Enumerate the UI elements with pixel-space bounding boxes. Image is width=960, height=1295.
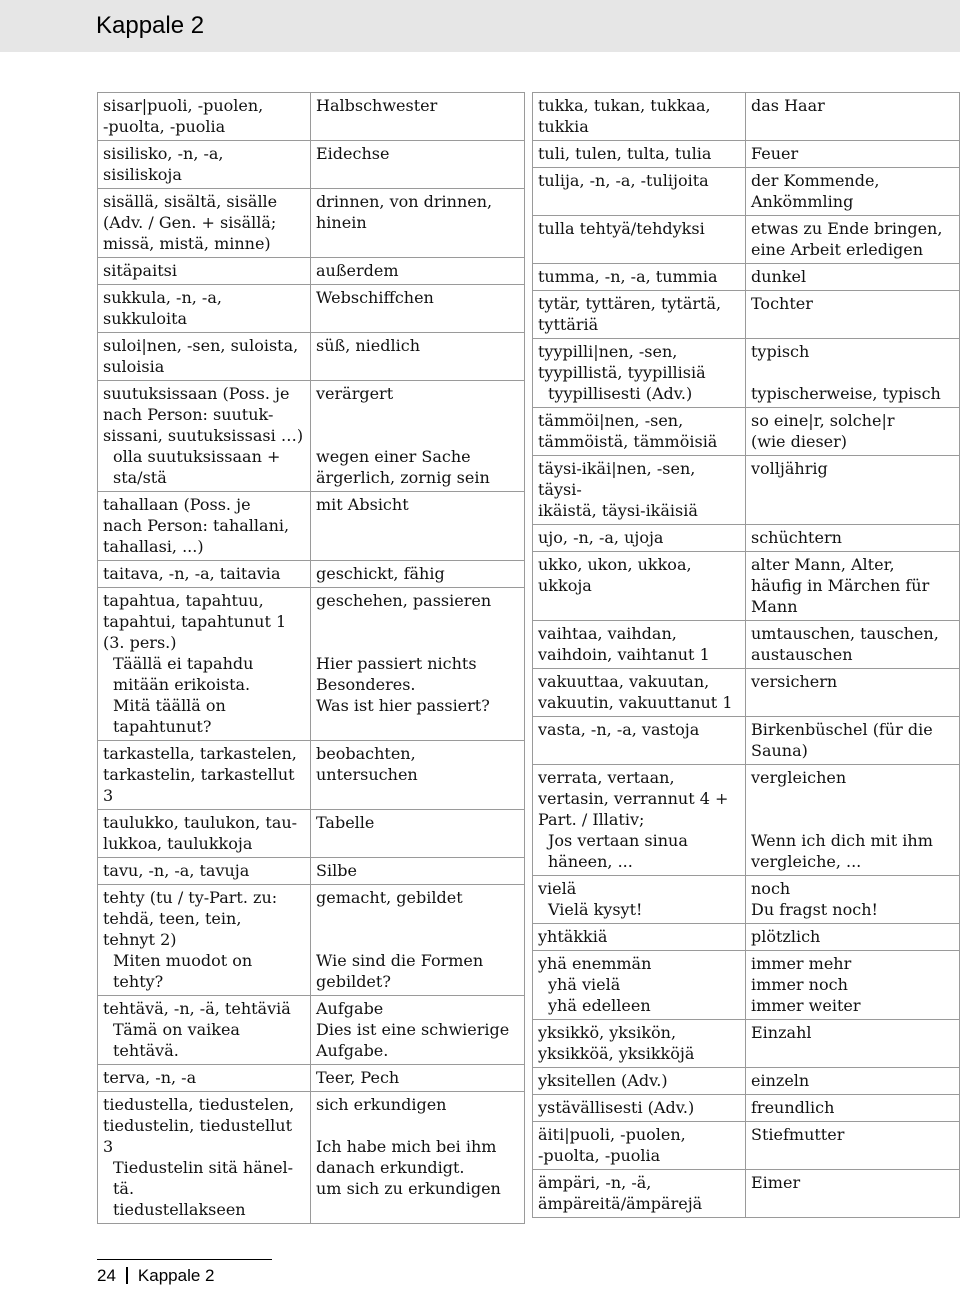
finnish-line: tehtävä, -n, -ä, tehtäviä [103, 999, 291, 1018]
finnish-line: tuli, tulen, tulta, tulia [538, 144, 712, 163]
finnish-line: nach Person: tahallani, [103, 516, 290, 535]
finnish-term [98, 741, 311, 810]
finnish-term [98, 858, 311, 885]
vocab-row [533, 264, 960, 291]
finnish-line: 3 [103, 786, 114, 805]
german-line [316, 908, 520, 929]
finnish-line: sitäpaitsi [103, 261, 177, 280]
german-translation [311, 858, 525, 885]
german-line: Stiefmutter [751, 1125, 845, 1144]
finnish-line: tapahtui, tapahtunut 1 [103, 612, 287, 631]
finnish-line: ukko, ukon, ukkoa, [538, 555, 692, 574]
finnish-line: häneen, ... [548, 852, 633, 871]
finnish-line: tiedustelin, tiedustellut 3 [103, 1116, 293, 1156]
finnish-line: tapahtua, tapahtuu, [103, 591, 264, 610]
german-translation [311, 189, 525, 258]
german-line: so eine|r, solche|r [751, 411, 895, 430]
finnish-term [533, 168, 746, 216]
finnish-term [98, 885, 311, 996]
german-translation [746, 876, 960, 924]
german-line: Eidechse [316, 144, 390, 163]
finnish-line: vaihdoin, vaihtanut 1 [538, 645, 710, 664]
finnish-term [533, 93, 746, 141]
finnish-term [98, 1092, 311, 1224]
german-translation [311, 381, 525, 492]
german-line: Dies ist eine schwierige [316, 1020, 510, 1039]
german-translation [746, 669, 960, 717]
finnish-term [533, 1122, 746, 1170]
finnish-term [98, 258, 311, 285]
vocab-row [98, 561, 525, 588]
german-translation [746, 552, 960, 621]
german-translation [311, 285, 525, 333]
vocab-row [98, 141, 525, 189]
german-line: einzeln [751, 1071, 810, 1090]
finnish-line: sisar|puoli, -puolen, [103, 96, 264, 115]
german-line: eine Arbeit erledigen [751, 240, 924, 259]
german-translation [746, 141, 960, 168]
german-line: sich erkundigen [316, 1095, 447, 1114]
german-translation [746, 264, 960, 291]
german-line: Ankömmling [751, 192, 854, 211]
finnish-line: ikäistä, täysi-ikäisiä [538, 501, 698, 520]
german-line: Hier passiert nichts [316, 654, 477, 673]
finnish-line: tehtävä. [113, 1041, 179, 1060]
finnish-line: -puolta, -puolia [538, 1146, 661, 1165]
finnish-line: yksitellen (Adv.) [538, 1071, 668, 1090]
finnish-term [533, 924, 746, 951]
german-line: gemacht, gebildet [316, 888, 463, 907]
german-line: schüchtern [751, 528, 842, 547]
finnish-term [533, 621, 746, 669]
vocab-row [533, 1122, 960, 1170]
vocab-row [98, 858, 525, 885]
german-line: drinnen, von drinnen, [316, 192, 493, 211]
vocab-row [533, 669, 960, 717]
vocab-row [533, 408, 960, 456]
german-line: Eimer [751, 1173, 801, 1192]
finnish-line: lukkoa, taulukkoja [103, 834, 253, 853]
german-line: Besonderes. [316, 675, 416, 694]
finnish-line: tarkastelin, tarkastellut [103, 765, 295, 784]
finnish-term [533, 669, 746, 717]
finnish-line: yksikköä, yksikköjä [538, 1044, 695, 1063]
german-line: volljährig [751, 459, 828, 478]
german-translation [746, 216, 960, 264]
finnish-line: sukkuloita [103, 309, 188, 328]
finnish-line: Mitä täällä on [113, 696, 226, 715]
finnish-line: tukkia [538, 117, 589, 136]
vocab-row [98, 189, 525, 258]
finnish-line: tyypillistä, tyypillisiä [538, 363, 706, 382]
vocab-row [98, 93, 525, 141]
finnish-line: ämpäri, -n, -ä, [538, 1173, 652, 1192]
german-translation [746, 717, 960, 765]
vocab-row [533, 1068, 960, 1095]
german-line: Tochter [751, 294, 813, 313]
finnish-line: tahallaan (Poss. je [103, 495, 251, 514]
page-header [0, 0, 960, 52]
vocab-row [533, 291, 960, 339]
german-line: Aufgabe. [316, 1041, 389, 1060]
vocab-row [98, 741, 525, 810]
finnish-line: sisällä, sisältä, sisälle [103, 192, 278, 211]
finnish-line: tytär, tyttären, tytärtä, [538, 294, 722, 313]
german-line: häufig in Märchen für [751, 576, 930, 595]
german-translation [746, 408, 960, 456]
german-line: dunkel [751, 267, 807, 286]
vocab-row [98, 1092, 525, 1224]
german-line [316, 425, 520, 446]
german-line: versichern [751, 672, 838, 691]
finnish-line: tavu, -n, -a, tavuja [103, 861, 250, 880]
finnish-term [533, 765, 746, 876]
german-translation [311, 810, 525, 858]
german-translation [746, 621, 960, 669]
finnish-line: terva, -n, -a [103, 1068, 197, 1087]
finnish-term [533, 1020, 746, 1068]
german-translation [311, 1092, 525, 1224]
vocab-row [533, 1020, 960, 1068]
finnish-line: missä, mistä, minne) [103, 234, 271, 253]
german-translation [746, 168, 960, 216]
german-translation [746, 1095, 960, 1122]
finnish-line: (Adv. / Gen. + sisällä; [103, 213, 277, 232]
german-line: noch [751, 879, 791, 898]
finnish-line: sisilisko, -n, -a, sisiliskoja [103, 144, 224, 184]
page-footer [97, 1266, 215, 1286]
finnish-line: ukkoja [538, 576, 592, 595]
finnish-line: verrata, vertaan, [538, 768, 675, 787]
german-line: mit Absicht [316, 495, 409, 514]
german-line: Aufgabe [316, 999, 384, 1018]
vocab-row [533, 1170, 960, 1218]
vocab-row [533, 552, 960, 621]
finnish-line: -puolta, -puolia [103, 117, 226, 136]
finnish-line: vertasin, verrannut 4 + [538, 789, 729, 808]
finnish-line: (3. pers.) [103, 633, 177, 652]
german-line [316, 1115, 520, 1136]
vocab-row [533, 924, 960, 951]
finnish-line: tehdä, teen, tein, [103, 909, 242, 928]
vocab-row [98, 285, 525, 333]
footer-rule [97, 1259, 272, 1260]
finnish-term [533, 1068, 746, 1095]
finnish-line: Tämä on vaikea [113, 1020, 240, 1039]
finnish-line: yksikkö, yksikön, [538, 1023, 677, 1042]
german-line: Webschiffchen [316, 288, 434, 307]
finnish-line: Miten muodot on tehty? [113, 951, 253, 991]
german-line: plötzlich [751, 927, 821, 946]
vocab-row [98, 810, 525, 858]
german-line: freundlich [751, 1098, 835, 1117]
finnish-term [533, 456, 746, 525]
finnish-line: tehty (tu / ty-Part. zu: [103, 888, 278, 907]
finnish-line: sukkula, -n, -a, [103, 288, 222, 307]
german-line: Was ist hier passiert? [316, 696, 490, 715]
finnish-line: yhä edelleen [548, 996, 651, 1015]
finnish-line: Tiedustelin sitä hänel- [113, 1158, 294, 1177]
german-translation [746, 93, 960, 141]
finnish-line: tämmöistä, tämmöisiä [538, 432, 718, 451]
finnish-line: sta/stä [113, 468, 167, 487]
finnish-line: tämmöi|nen, -sen, [538, 411, 684, 430]
german-translation [746, 339, 960, 408]
german-line: Silbe [316, 861, 357, 880]
german-translation [311, 741, 525, 810]
finnish-line: vielä [538, 879, 577, 898]
german-line: immer noch [751, 975, 848, 994]
vocab-row [533, 216, 960, 264]
german-translation [311, 588, 525, 741]
finnish-line: tumma, -n, -a, tummia [538, 267, 718, 286]
footer-separator [126, 1267, 128, 1284]
german-translation [311, 885, 525, 996]
finnish-term [533, 216, 746, 264]
german-line [316, 611, 520, 632]
finnish-term [98, 189, 311, 258]
german-translation [311, 333, 525, 381]
vocab-row [98, 996, 525, 1065]
finnish-term [533, 717, 746, 765]
vocab-row [533, 339, 960, 408]
vocabulary-table-left [97, 92, 525, 1224]
german-translation [311, 258, 525, 285]
vocab-row [98, 333, 525, 381]
vocab-row [533, 717, 960, 765]
german-line: Wenn ich dich mit ihm [751, 831, 933, 850]
finnish-line: tarkastella, tarkastelen, [103, 744, 297, 763]
finnish-term [98, 141, 311, 189]
finnish-line: ystävällisesti (Adv.) [538, 1098, 695, 1117]
german-line: Birkenbüschel (für die [751, 720, 933, 739]
vocab-row [98, 492, 525, 561]
finnish-term [98, 492, 311, 561]
finnish-line: ämpäreitä/ämpärejä [538, 1194, 703, 1213]
finnish-line: tahallasi, ...) [103, 537, 204, 556]
finnish-term [533, 1170, 746, 1218]
finnish-term [533, 339, 746, 408]
german-line: das Haar [751, 96, 825, 115]
finnish-term [533, 1095, 746, 1122]
finnish-line: vakuuttaa, vakuutan, [538, 672, 710, 691]
finnish-line: tyttäriä [538, 315, 599, 334]
german-translation [746, 525, 960, 552]
german-line [751, 362, 955, 383]
german-translation [746, 924, 960, 951]
german-line: alter Mann, Alter, [751, 555, 895, 574]
vocab-row [533, 456, 960, 525]
german-line: vergleiche, ... [751, 852, 862, 871]
german-line: Einzahl [751, 1023, 812, 1042]
finnish-line: vakuutin, vakuuttanut 1 [538, 693, 733, 712]
german-line: Wie sind die Formen [316, 951, 484, 970]
finnish-term [98, 588, 311, 741]
footer-chapter: Kappale 2 [137, 1266, 215, 1285]
finnish-term [533, 291, 746, 339]
finnish-term [98, 810, 311, 858]
german-line [316, 929, 520, 950]
finnish-line: tyypillisesti (Adv.) [548, 384, 693, 403]
german-translation [746, 291, 960, 339]
finnish-line: yhä vielä [548, 975, 621, 994]
german-translation [746, 1020, 960, 1068]
german-line: beobachten, [316, 744, 416, 763]
german-translation [746, 1170, 960, 1218]
finnish-line: täysi-ikäi|nen, -sen, täysi- [538, 459, 696, 499]
german-translation [311, 93, 525, 141]
finnish-line: taulukko, taulukon, tau- [103, 813, 298, 832]
vocab-row [533, 951, 960, 1020]
finnish-line: taitava, -n, -a, taitavia [103, 564, 281, 583]
vocab-row [98, 588, 525, 741]
finnish-line: tukka, tukan, tukkaa, [538, 96, 711, 115]
german-line: Sauna) [751, 741, 808, 760]
vocab-row [98, 885, 525, 996]
german-translation [746, 765, 960, 876]
german-line: Feuer [751, 144, 799, 163]
german-line: der Kommende, [751, 171, 880, 190]
finnish-term [533, 876, 746, 924]
german-line: Du fragst noch! [751, 900, 878, 919]
german-line [316, 632, 520, 653]
german-translation [746, 1068, 960, 1095]
finnish-term [98, 285, 311, 333]
finnish-term [98, 93, 311, 141]
vocab-row [533, 525, 960, 552]
vocab-row [533, 876, 960, 924]
finnish-line: tulija, -n, -a, -tulijoita [538, 171, 709, 190]
german-line: Halbschwester [316, 96, 438, 115]
german-translation [746, 1122, 960, 1170]
german-line: untersuchen [316, 765, 418, 784]
german-line: um sich zu erkundigen [316, 1179, 501, 1198]
german-line: hinein [316, 213, 367, 232]
vocab-row [533, 168, 960, 216]
german-line: ärgerlich, zornig sein [316, 468, 490, 487]
german-line: Teer, Pech [316, 1068, 400, 1087]
finnish-line: tiedustellakseen [113, 1200, 246, 1219]
german-translation [311, 996, 525, 1065]
german-line [751, 809, 955, 830]
german-line: süß, niedlich [316, 336, 421, 355]
vocab-row [98, 1065, 525, 1092]
german-line: typischerweise, typisch [751, 384, 941, 403]
vocabulary-table-right [532, 92, 960, 1218]
finnish-line: tehnyt 2) [103, 930, 177, 949]
german-line: geschehen, passieren [316, 591, 492, 610]
german-translation [311, 561, 525, 588]
german-translation [311, 492, 525, 561]
finnish-line: yhä enemmän [538, 954, 652, 973]
finnish-line: tapahtunut? [113, 717, 212, 736]
finnish-line: tä. [113, 1179, 135, 1198]
german-line: Tabelle [316, 813, 375, 832]
finnish-line: yhtäkkiä [538, 927, 608, 946]
vocab-row [533, 621, 960, 669]
vocab-row [533, 765, 960, 876]
german-line: austauschen [751, 645, 853, 664]
german-line: immer mehr [751, 954, 852, 973]
finnish-line: suloi|nen, -sen, suloista, [103, 336, 299, 355]
finnish-line: suutuksissaan (Poss. je [103, 384, 290, 403]
german-line: verärgert [316, 384, 394, 403]
vocab-row [533, 1095, 960, 1122]
german-line: außerdem [316, 261, 399, 280]
vocab-row [533, 93, 960, 141]
finnish-line: olla suutuksissaan + [113, 447, 281, 466]
vocab-row [533, 141, 960, 168]
german-translation [746, 456, 960, 525]
finnish-line: vaihtaa, vaihdan, [538, 624, 677, 643]
german-line: Ich habe mich bei ihm [316, 1137, 497, 1156]
finnish-term [98, 1065, 311, 1092]
page-number: 24 [97, 1266, 116, 1285]
finnish-term [98, 996, 311, 1065]
german-line: immer weiter [751, 996, 861, 1015]
finnish-term [533, 264, 746, 291]
finnish-term [533, 951, 746, 1020]
finnish-line: mitään erikoista. [113, 675, 251, 694]
finnish-term [533, 408, 746, 456]
german-translation [746, 951, 960, 1020]
finnish-term [98, 381, 311, 492]
german-line [751, 788, 955, 809]
finnish-line: ujo, -n, -a, ujoja [538, 528, 664, 547]
finnish-term [98, 561, 311, 588]
finnish-line: äiti|puoli, -puolen, [538, 1125, 686, 1144]
german-line: umtauschen, tauschen, [751, 624, 939, 643]
finnish-line: Part. / Illativ; [538, 810, 645, 829]
german-line: geschickt, fähig [316, 564, 445, 583]
finnish-line: suloisia [103, 357, 165, 376]
finnish-line: Jos vertaan sinua [548, 831, 688, 850]
german-line: Mann [751, 597, 798, 616]
german-translation [311, 141, 525, 189]
german-line: gebildet? [316, 972, 391, 991]
german-line [316, 404, 520, 425]
page-title: Kappale 2 [96, 12, 205, 39]
german-line: typisch [751, 342, 810, 361]
vocab-row [98, 381, 525, 492]
german-line: (wie dieser) [751, 432, 848, 451]
finnish-term [533, 141, 746, 168]
finnish-term [533, 525, 746, 552]
finnish-line: vasta, -n, -a, vastoja [538, 720, 700, 739]
german-translation [311, 1065, 525, 1092]
finnish-line: tulla tehtyä/tehdyksi [538, 219, 705, 238]
finnish-line: Täällä ei tapahdu [113, 654, 254, 673]
finnish-term [533, 552, 746, 621]
vocab-row [98, 258, 525, 285]
finnish-line: tiedustella, tiedustelen, [103, 1095, 295, 1114]
german-line: wegen einer Sache [316, 447, 471, 466]
finnish-term [98, 333, 311, 381]
german-line: vergleichen [751, 768, 847, 787]
finnish-line: tyypilli|nen, -sen, [538, 342, 678, 361]
german-line: danach erkundigt. [316, 1158, 465, 1177]
finnish-line: nach Person: suutuk- [103, 405, 274, 424]
german-line: etwas zu Ende bringen, [751, 219, 943, 238]
finnish-line: sissani, suutuksissasi …) [103, 426, 304, 445]
finnish-line: Vielä kysyt! [548, 900, 643, 919]
